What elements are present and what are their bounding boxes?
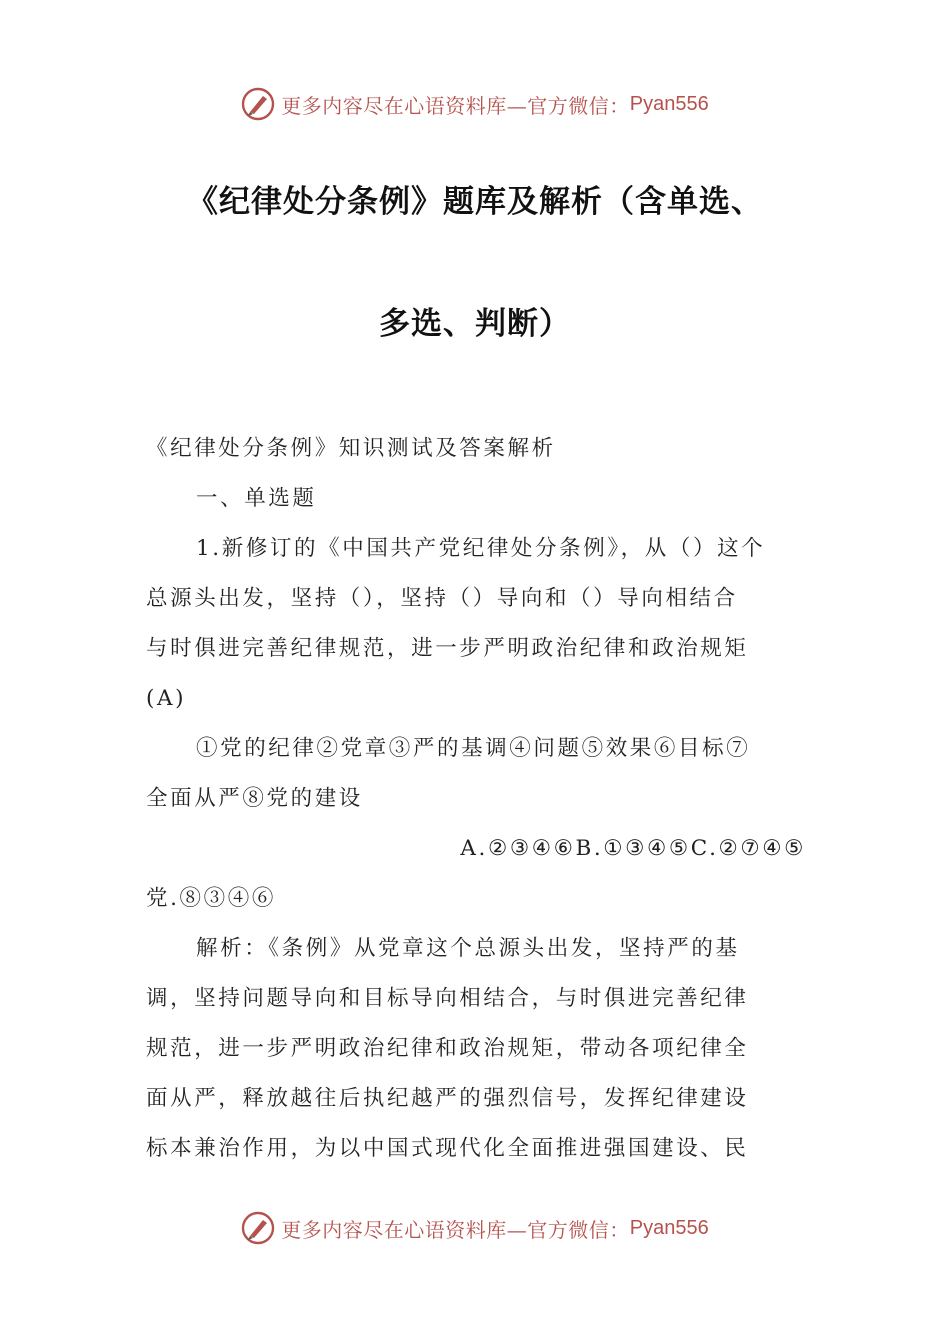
items-line: ①党的纪律②党章③严的基调④问题⑤效果⑥目标⑦ (196, 736, 751, 761)
banner-wechat-id: Pyan556 (629, 92, 709, 115)
section-heading: 一、单选题 (196, 486, 317, 511)
options-line: A.②③④⑥B.①③④⑤C.②⑦④⑤ (460, 836, 806, 861)
question-line: 总源头出发，坚持（），坚持（）导向和（）导向相结合 (146, 586, 738, 611)
banner-text: 更多内容尽在心语资料库—官方微信： (281, 93, 630, 118)
question-line: 与时俱进完善纪律规范，进一步严明政治纪律和政治规矩 (146, 636, 749, 661)
subtitle: 《纪律处分条例》知识测试及答案解析 (146, 436, 556, 461)
pen-logo-icon (241, 87, 275, 121)
document-title-line-2: 多选、判断） (379, 306, 571, 342)
analysis-line: 解析：《条例》从党章这个总源头出发，坚持严的基 (196, 936, 740, 961)
analysis-line: 调，坚持问题导向和目标导向相结合，与时俱进完善纪律 (146, 986, 749, 1011)
question-line: 1.新修订的《中国共产党纪律处分条例》，从（）这个 (196, 536, 766, 561)
banner-wechat-id: Pyan556 (629, 1216, 709, 1239)
question-answer: (A) (146, 686, 187, 711)
analysis-line: 规范，进一步严明政治纪律和政治规矩，带动各项纪律全 (146, 1036, 749, 1061)
pen-logo-icon (241, 1211, 275, 1245)
analysis-line: 标本兼治作用，为以中国式现代化全面推进强国建设、民 (146, 1136, 749, 1161)
options-line: 党.⑧③④⑥ (146, 886, 276, 911)
analysis-line: 面从严，释放越往后执纪越严的强烈信号，发挥纪律建设 (146, 1086, 749, 1111)
footer-banner (0, 1208, 950, 1248)
banner-text: 更多内容尽在心语资料库—官方微信： (281, 1217, 630, 1242)
document-title-line-1: 《纪律处分条例》题库及解析（含单选、 (187, 184, 763, 220)
header-banner (0, 84, 950, 124)
items-line: 全面从严⑧党的建设 (146, 786, 363, 811)
